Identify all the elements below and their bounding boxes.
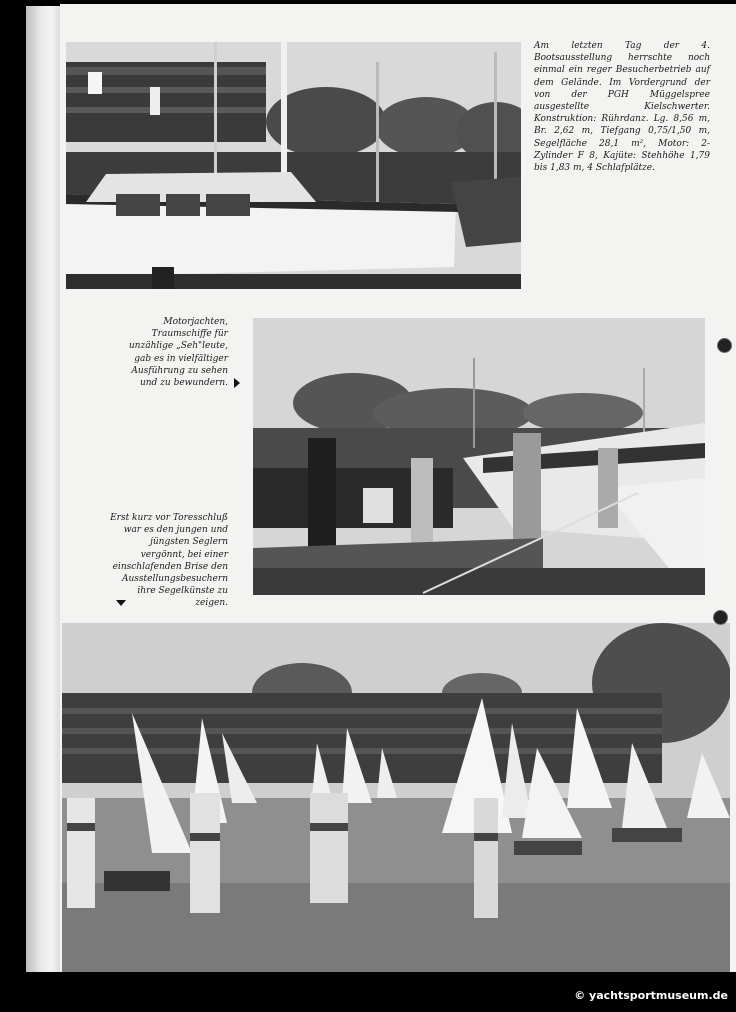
watermark-credit: © yachtsportmuseum.de [574,989,728,1002]
photo-boat-exhibition [66,42,521,289]
binder-hole [717,338,732,353]
caption-top: Am letzten Tag der 4. Bootsausstellung herrschte noch einmal ein reger Besucherbetrieb auf dem Gelände. Im Vordergrund der von der PGH Müggelspree ausgestellte Kielschwerter. Konstruktion: Rührdanz. Lg. 8,56 m, Br. 2,62 m, Tiefgang 0,75/1,50 m, Segelfläche 28,1 m², Motor: 2-Zylinder F 8, Kajüte: Stehhöhe 1,79 bis 1,83 m, 4 Schlafplätze. [534,41,710,174]
arrow-right-icon [234,378,240,388]
photo-dinghy-sailing [62,623,730,972]
book-spine [26,6,62,972]
caption-bottom: Erst kurz vor Toresschluß war es den jungen und jüngsten Seglern vergönnt, bei einer einschlafenden Brise den Ausstellungsbesuchern ihre Segelkünste zu zeigen. [110,513,228,609]
photo-motor-yachts [253,318,705,595]
binder-hole [713,610,728,625]
arrow-down-icon [116,600,126,606]
caption-middle: Motorjachten, Traumschiffe für unzählige „Seh"leute, gab es in vielfältiger Ausführung zu sehen und zu bewundern. [128,317,228,389]
